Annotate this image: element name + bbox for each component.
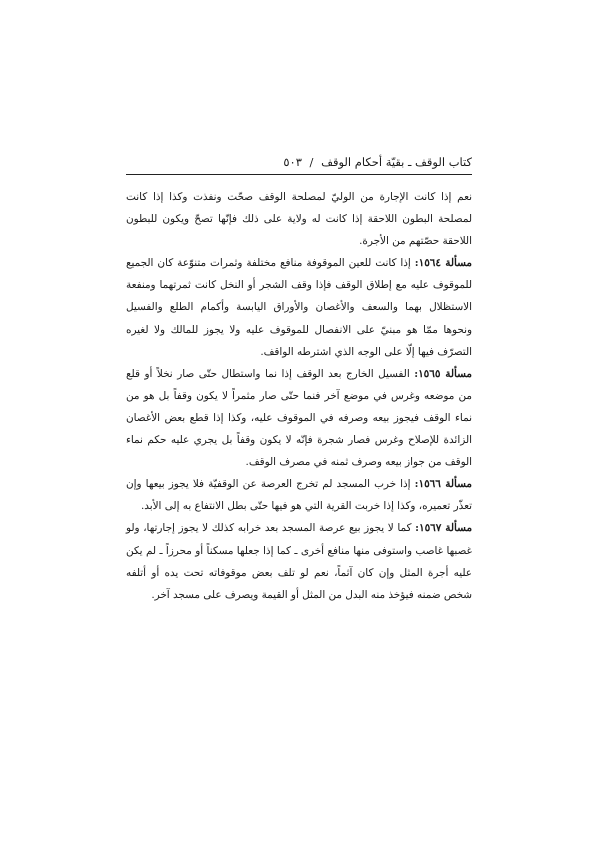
- page-body: [126, 186, 472, 606]
- paragraph-text: كما لا يجوز بيع عرصة المسجد بعد خرابه كذلك لا يجوز إجارتها، ولو غصبها غاصب واستوفى منها منافع أخرى ـ كما إذا جعلها مسكناً أو محرزاً ـ لم يكن عليه أجرة المثل وإن كان آثماً، نعم لو تلف بعض موقوفاته تحت يده أو أتلفه شخص ضمنه فيؤخذ منه البدل من المثل أو القيمة ويصرف على مسجد آخر.: [126, 522, 472, 601]
- paragraph-masala-1564: [126, 252, 472, 362]
- masala-heading: مسألة ١٥٦٥:: [414, 367, 472, 380]
- paragraph-continuation: [126, 186, 472, 252]
- paragraph-text: إذا خرب المسجد لم تخرج العرصة عن الوقفيّة فلا يجوز بيعها وإن تعذّر تعميره، وكذا إذا خربت القرية التي هو فيها حتّى بطل الانتفاع به إلى الأبد.: [126, 478, 472, 513]
- paragraph-masala-1565: [126, 363, 472, 473]
- paragraph-text: إذا كانت للعين الموقوفة منافع مختلفة وثمرات متنوّعة كان الجميع للموقوف عليه مع إطلاق الوقف فإذا وقف الشجر أو النخل كانت ثمرتهما ومنفعة الاستظلال بهما والسعف والأغصان والأوراق اليابسة وأكمام الطلع والفسيل ونحوها ممّا هو مبنيّ على الانفصال للموقوف عليه ولا يجوز للمالك ولا لغيره التصرّف فيها إلّا على الوجه الذي اشترطه الواقف.: [126, 257, 472, 358]
- paragraph-masala-1566: [126, 473, 472, 517]
- running-header: [126, 152, 472, 172]
- page-number: ٥٠٣: [283, 155, 302, 169]
- masala-heading: مسألة ١٥٦٦:: [414, 478, 472, 491]
- paragraph-masala-1567: [126, 517, 472, 605]
- paragraph-text: نعم إذا كانت الإجارة من الوليّ لمصلحة الوقف صحّت ونفذت وكذا إذا كانت لمصلحة البطون اللاحقة إذا كانت له ولاية على ذلك فإنّها تصحّ ويكون للبطون اللاحقة حصّتهم من الأجرة.: [126, 191, 472, 248]
- masala-heading: مسألة ١٥٦٧:: [415, 522, 473, 535]
- running-header-separator: /: [309, 155, 314, 169]
- paragraph-text: الفسيل الخارج بعد الوقف إذا نما واستطال حتّى صار نخلاً أو قلع من موضعه وغرس في موضع آخر فنما حتّى صار مثمراً لا يكون وقفاً بل هو من نماء الوقف فيجوز بيعه وصرفه في الموقوف عليه، وكذا إذا قطع بعض الأغصان الزائدة للإصلاح وغرس فصار شجرة فإنّه لا يكون وقفاً بل يجري عليه حكم نماء الوقف من جواز بيعه وصرف ثمنه في مصرف الوقف.: [126, 367, 473, 469]
- header-rule: [126, 174, 472, 175]
- running-header-title: كتاب الوقف ـ بقيّة أحكام الوقف: [321, 155, 472, 169]
- masala-heading: مسألة ١٥٦٤:: [414, 257, 472, 270]
